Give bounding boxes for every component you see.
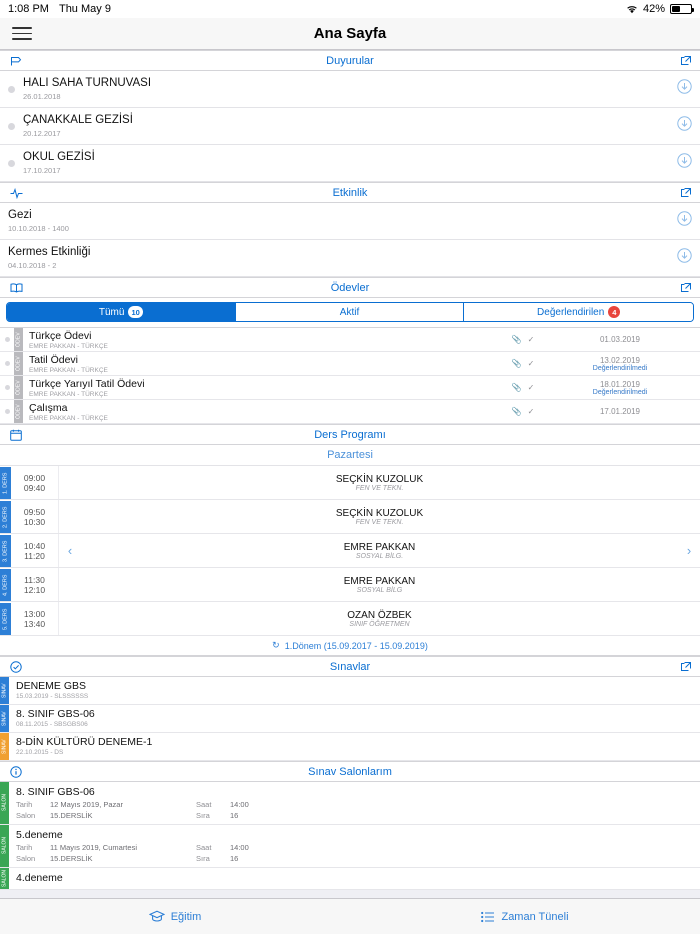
lesson-index: 2. DERS [0, 500, 11, 533]
paperclip-icon[interactable]: 📎 [511, 359, 522, 368]
hall-exam-title: 8. SINIF GBS-06 [16, 786, 95, 798]
row-stripe-label: SINAV [0, 705, 9, 732]
list-item[interactable] [0, 868, 700, 890]
homework-filter [0, 298, 700, 328]
event-title: Kermes Etkinliği [8, 246, 91, 258]
paperclip-icon[interactable]: 📎 [511, 383, 522, 392]
announcement-date: 20.12.2017 [23, 129, 61, 138]
exam-meta: 15.03.2019 - SLSSSSSS [16, 693, 89, 700]
external-link-icon[interactable] [680, 661, 692, 673]
list-item[interactable] [0, 733, 700, 761]
announcement-title: ÇANAKKALE GEZİSİ [23, 114, 133, 126]
field-label: Salon [16, 811, 36, 820]
lesson-course: SOSYAL BİLG. [355, 552, 404, 560]
field-value: 11 Mayıs 2019, Cumartesi [50, 843, 137, 852]
exam-title: 8-DİN KÜLTÜRÜ DENEME-1 [16, 736, 153, 748]
refresh-icon[interactable]: ↻ [272, 640, 280, 650]
chevron-right-icon[interactable]: › [686, 543, 692, 558]
event-date: 10.10.2018 - 1400 [8, 224, 69, 233]
bullet-icon [8, 86, 15, 93]
homework-date: 01.03.2019 [599, 335, 641, 344]
row-stripe-label: SINAV [0, 733, 9, 760]
lesson-start: 09:50 [23, 506, 46, 517]
nav-bar [0, 18, 700, 50]
field-value: 12 Mayıs 2019, Pazar [50, 800, 123, 809]
paperclip-icon[interactable]: 📎 [511, 335, 522, 344]
list-item[interactable] [0, 145, 700, 182]
tab-label: Aktif [339, 306, 360, 318]
check-circle-icon[interactable]: ✓ [527, 383, 535, 392]
lesson-index: 4. DERS [0, 568, 11, 601]
section-header-etkinlik [0, 182, 700, 203]
bullet-icon [0, 400, 14, 423]
list-item[interactable] [0, 71, 700, 108]
schedule-day: Pazartesi [0, 445, 700, 466]
lesson-teacher: SEÇKİN KUZOLUK [335, 507, 424, 519]
homework-teacher: EMRE PAKKAN - TÜRKÇE [29, 391, 108, 398]
prev-day-spacer [59, 500, 81, 533]
schedule-row[interactable] [0, 602, 700, 636]
download-icon[interactable] [677, 79, 692, 99]
lesson-start: 13:00 [23, 608, 46, 619]
homework-date: 17.01.2019 [599, 407, 641, 416]
field-label: Sıra [196, 811, 210, 820]
lesson-end: 09:40 [23, 482, 46, 493]
tab-egitim[interactable] [0, 910, 350, 923]
next-day-spacer [678, 466, 700, 499]
field-label: Tarih [16, 800, 33, 809]
homework-date: 18.01.2019 [599, 379, 641, 389]
section-header-odevler [0, 277, 700, 298]
status-date: Thu May 9 [58, 3, 111, 15]
external-link-icon[interactable] [680, 187, 692, 199]
section-title: Sınav Salonlarım [308, 765, 392, 778]
battery-percent: 42% [642, 3, 665, 15]
homework-title: Çalışma [29, 402, 68, 414]
announcement-title: OKUL GEZİSİ [23, 151, 95, 163]
homework-teacher: EMRE PAKKAN - TÜRKÇE [29, 343, 108, 350]
section-title: Ders Programı [314, 428, 386, 441]
field-label: Salon [16, 854, 36, 863]
scroll-content[interactable] [0, 50, 700, 898]
timeline-icon [481, 911, 495, 923]
next-day-spacer [678, 500, 700, 533]
lesson-teacher: EMRE PAKKAN [343, 575, 416, 587]
exam-title: DENEME GBS [16, 680, 87, 692]
field-value: 14:00 [230, 800, 249, 809]
field-value: 14:00 [230, 843, 249, 852]
bullet-icon [8, 160, 15, 167]
field-label: Saat [196, 843, 212, 852]
external-link-icon[interactable] [680, 55, 692, 67]
tab-degerlendirilen[interactable] [464, 303, 693, 321]
tab-label: Zaman Tüneli [501, 910, 569, 923]
homework-teacher: EMRE PAKKAN - TÜRKÇE [29, 415, 108, 422]
graduation-cap-icon [149, 910, 165, 923]
download-icon[interactable] [677, 153, 692, 173]
row-stripe-label: SALON [0, 868, 9, 889]
row-stripe-label: SALON [0, 825, 9, 867]
lesson-course: FEN VE TEKN. [355, 484, 404, 492]
prev-day-spacer [59, 568, 81, 601]
tab-aktif[interactable] [236, 303, 465, 321]
bullet-icon [8, 123, 15, 130]
row-stripe-label: ÖDEV [14, 376, 23, 399]
prev-day-spacer [59, 466, 81, 499]
battery-icon [670, 4, 692, 14]
field-value: 15.DERSLİK [50, 811, 93, 820]
lesson-end: 13:40 [23, 618, 46, 629]
lesson-end: 12:10 [23, 584, 46, 595]
term-label: 1.Dönem (15.09.2017 - 15.09.2019) [284, 640, 428, 651]
list-item[interactable] [0, 825, 700, 868]
hall-exam-title: 5.deneme [16, 829, 63, 841]
next-day-spacer [678, 602, 700, 635]
list-item[interactable] [0, 203, 700, 240]
check-circle-icon[interactable]: ✓ [527, 359, 535, 368]
prev-day-spacer [59, 602, 81, 635]
row-stripe-label: ÖDEV [14, 328, 23, 351]
field-value: 16 [230, 811, 239, 820]
announcement-title: HALI SAHA TURNUVASI [23, 77, 152, 89]
bullet-icon [0, 376, 14, 399]
section-title: Sınavlar [329, 660, 371, 673]
table-row[interactable] [0, 352, 700, 376]
external-link-icon[interactable] [680, 282, 692, 294]
homework-state: Değerlendirilmedi [592, 364, 648, 372]
lesson-end: 10:30 [23, 516, 46, 527]
schedule-row[interactable] [0, 534, 700, 568]
lesson-start: 11:30 [24, 574, 45, 585]
field-value: 16 [230, 854, 239, 863]
chevron-left-icon[interactable]: ‹ [67, 543, 73, 558]
table-row[interactable] [0, 328, 700, 352]
lesson-start: 09:00 [23, 472, 46, 483]
schedule-row[interactable] [0, 466, 700, 500]
announcement-date: 26.01.2018 [23, 92, 61, 101]
exam-meta: 22.10.2015 - DS [16, 749, 64, 756]
row-stripe-label: SINAV [0, 677, 9, 704]
tab-badge: 4 [608, 306, 620, 318]
lesson-course: FEN VE TEKN. [355, 518, 404, 526]
lesson-teacher: EMRE PAKKAN [343, 541, 416, 553]
tab-badge: 10 [128, 306, 142, 318]
announcement-date: 17.10.2017 [23, 166, 61, 175]
homework-title: Türkçe Ödevi [29, 330, 92, 342]
schedule-row[interactable] [0, 568, 700, 602]
event-title: Gezi [8, 209, 32, 221]
table-row[interactable] [0, 376, 700, 400]
bullet-icon [0, 328, 14, 351]
lesson-teacher: OZAN ÖZBEK [347, 609, 412, 621]
list-item[interactable] [0, 108, 700, 145]
tab-label: Eğitim [170, 910, 202, 923]
check-circle-icon[interactable]: ✓ [527, 335, 535, 344]
download-icon[interactable] [677, 116, 692, 136]
lesson-start: 10:40 [23, 540, 46, 551]
tab-label: Değerlendirilen [537, 306, 605, 318]
tab-zaman-tuneli[interactable] [350, 911, 700, 923]
section-title: Etkinlik [332, 186, 368, 199]
field-value: 15.DERSLİK [50, 854, 93, 863]
tab-label: Tümü [98, 306, 125, 318]
homework-state: Değerlendirilmedi [592, 388, 648, 396]
section-title: Duyurular [326, 54, 374, 67]
lesson-index: 5. DERS [0, 602, 11, 635]
homework-teacher: EMRE PAKKAN - TÜRKÇE [29, 367, 108, 374]
check-circle-icon[interactable]: ✓ [527, 407, 535, 416]
wifi-icon [626, 5, 638, 14]
list-item[interactable] [0, 240, 700, 277]
table-row[interactable] [0, 400, 700, 424]
next-day-spacer [678, 568, 700, 601]
lesson-index: 3. DERS [0, 534, 11, 567]
lesson-end: 11:20 [24, 550, 45, 561]
field-label: Sıra [196, 854, 210, 863]
homework-title: Türkçe Yarıyıl Tatil Ödevi [29, 378, 145, 390]
homework-date: 13.02.2019 [599, 355, 641, 365]
section-header-sinav-salonlarim [0, 761, 700, 782]
bullet-icon [0, 352, 14, 375]
section-title: Ödevler [330, 281, 370, 294]
term-selector[interactable] [0, 636, 700, 656]
list-item[interactable] [0, 677, 700, 705]
row-stripe-label: SALON [0, 782, 9, 824]
tab-bar [0, 898, 700, 934]
list-item[interactable] [0, 782, 700, 825]
lesson-index: 1. DERS [0, 466, 11, 499]
tab-tumu[interactable] [7, 303, 236, 321]
section-header-ders-programi [0, 424, 700, 445]
download-icon[interactable] [677, 248, 692, 268]
field-label: Saat [196, 800, 212, 809]
segmented-control[interactable] [6, 302, 694, 322]
event-date: 04.10.2018 - 2 [8, 261, 57, 270]
status-time: 1:08 PM [8, 3, 49, 15]
hall-exam-title: 4.deneme [16, 872, 63, 884]
field-label: Tarih [16, 843, 33, 852]
section-header-sinavlar [0, 656, 700, 677]
row-stripe-label: ÖDEV [14, 352, 23, 375]
lesson-course: SINIF ÖĞRETMEN [349, 620, 410, 628]
list-item[interactable] [0, 705, 700, 733]
schedule-row[interactable] [0, 500, 700, 534]
paperclip-icon[interactable]: 📎 [511, 407, 522, 416]
section-header-duyurular [0, 50, 700, 71]
download-icon[interactable] [677, 211, 692, 231]
exam-title: 8. SINIF GBS-06 [16, 708, 95, 720]
exam-meta: 08.11.2015 - SBSGBS06 [16, 721, 88, 728]
lesson-teacher: SEÇKİN KUZOLUK [335, 473, 424, 485]
status-bar [0, 0, 700, 18]
homework-title: Tatil Ödevi [29, 354, 79, 366]
row-stripe-label: ÖDEV [14, 400, 23, 423]
lesson-course: SOSYAL BİLG [356, 586, 403, 594]
page-title: Ana Sayfa [313, 25, 387, 42]
